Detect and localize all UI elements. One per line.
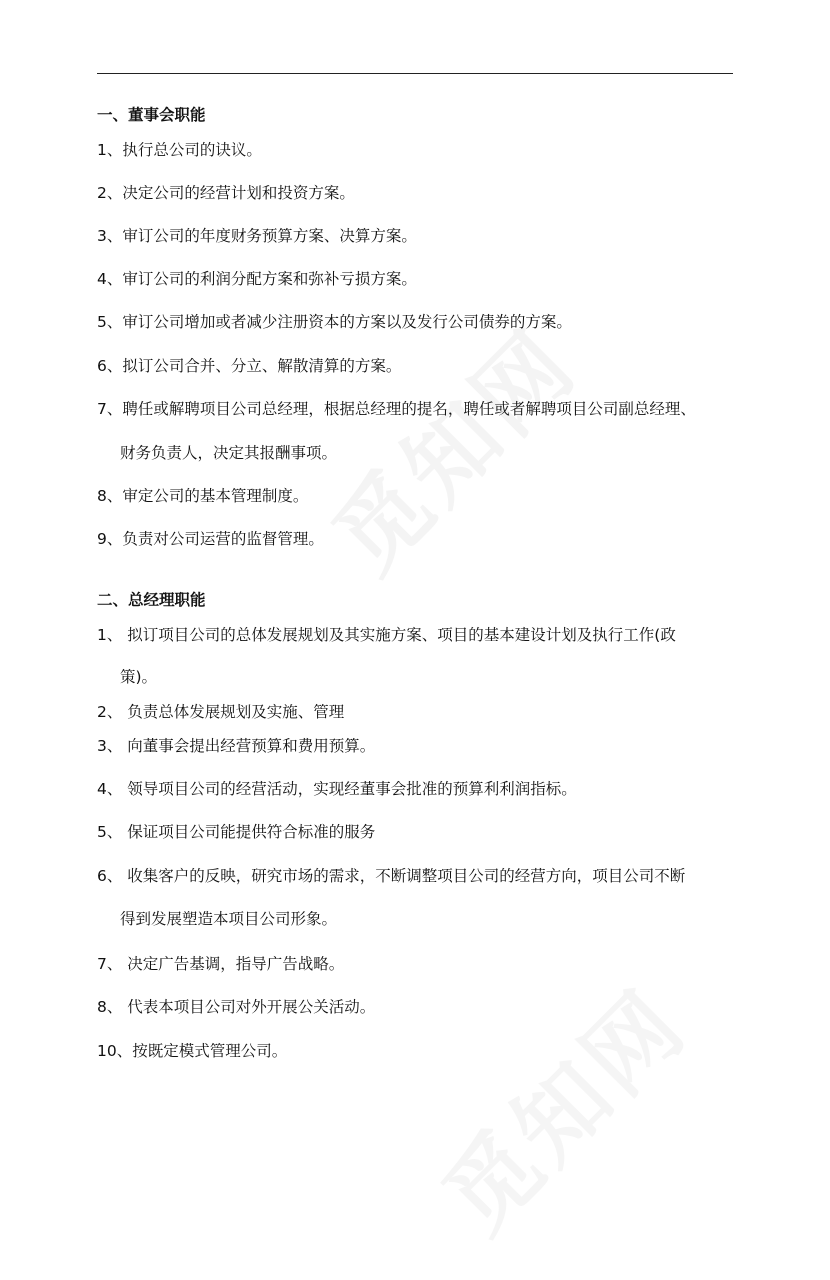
header-rule [97, 73, 733, 74]
list-item-continuation: 财务负责人，决定其报酬事项。 [120, 444, 338, 462]
list-item: 9、负责对公司运营的监督管理。 [97, 530, 324, 548]
list-item: 2、 负责总体发展规划及实施、管理 [97, 703, 345, 721]
list-item: 1、 拟订项目公司的总体发展规划及其实施方案、项目的基本建设计划及执行工作(政 [97, 626, 676, 644]
list-item-continuation: 得到发展塑造本项目公司形象。 [120, 910, 338, 928]
list-item: 7、聘任或解聘项目公司总经理，根据总经理的提名，聘任或者解聘项目公司副总经理、 [97, 400, 696, 418]
section-heading-board: 一、董事会职能 [97, 106, 206, 124]
section-heading-gm: 二、总经理职能 [97, 591, 206, 609]
list-item-continuation: 策)。 [120, 668, 158, 686]
list-item: 8、审定公司的基本管理制度。 [97, 487, 309, 505]
list-item: 6、拟订公司合并、分立、解散清算的方案。 [97, 357, 402, 375]
list-item: 6、 收集客户的反映，研究市场的需求，不断调整项目公司的经营方向，项目公司不断 [97, 867, 686, 885]
list-item: 3、审订公司的年度财务预算方案、决算方案。 [97, 227, 417, 245]
list-item: 3、 向董事会提出经营预算和费用预算。 [97, 737, 376, 755]
list-item: 5、 保证项目公司能提供符合标准的服务 [97, 823, 376, 841]
list-item: 2、决定公司的经营计划和投资方案。 [97, 184, 355, 202]
list-item: 7、 决定广告基调，指导广告战略。 [97, 955, 345, 973]
list-item: 10、按既定模式管理公司。 [97, 1042, 288, 1060]
list-item: 8、 代表本项目公司对外开展公关活动。 [97, 998, 376, 1016]
list-item: 4、审订公司的利润分配方案和弥补亏损方案。 [97, 270, 417, 288]
list-item: 4、 领导项目公司的经营活动，实现经董事会批准的预算利利润指标。 [97, 780, 577, 798]
list-item: 5、审订公司增加或者减少注册资本的方案以及发行公司债券的方案。 [97, 313, 572, 331]
watermark-bottom [386, 932, 734, 1280]
list-item: 1、执行总公司的诀议。 [97, 141, 262, 159]
